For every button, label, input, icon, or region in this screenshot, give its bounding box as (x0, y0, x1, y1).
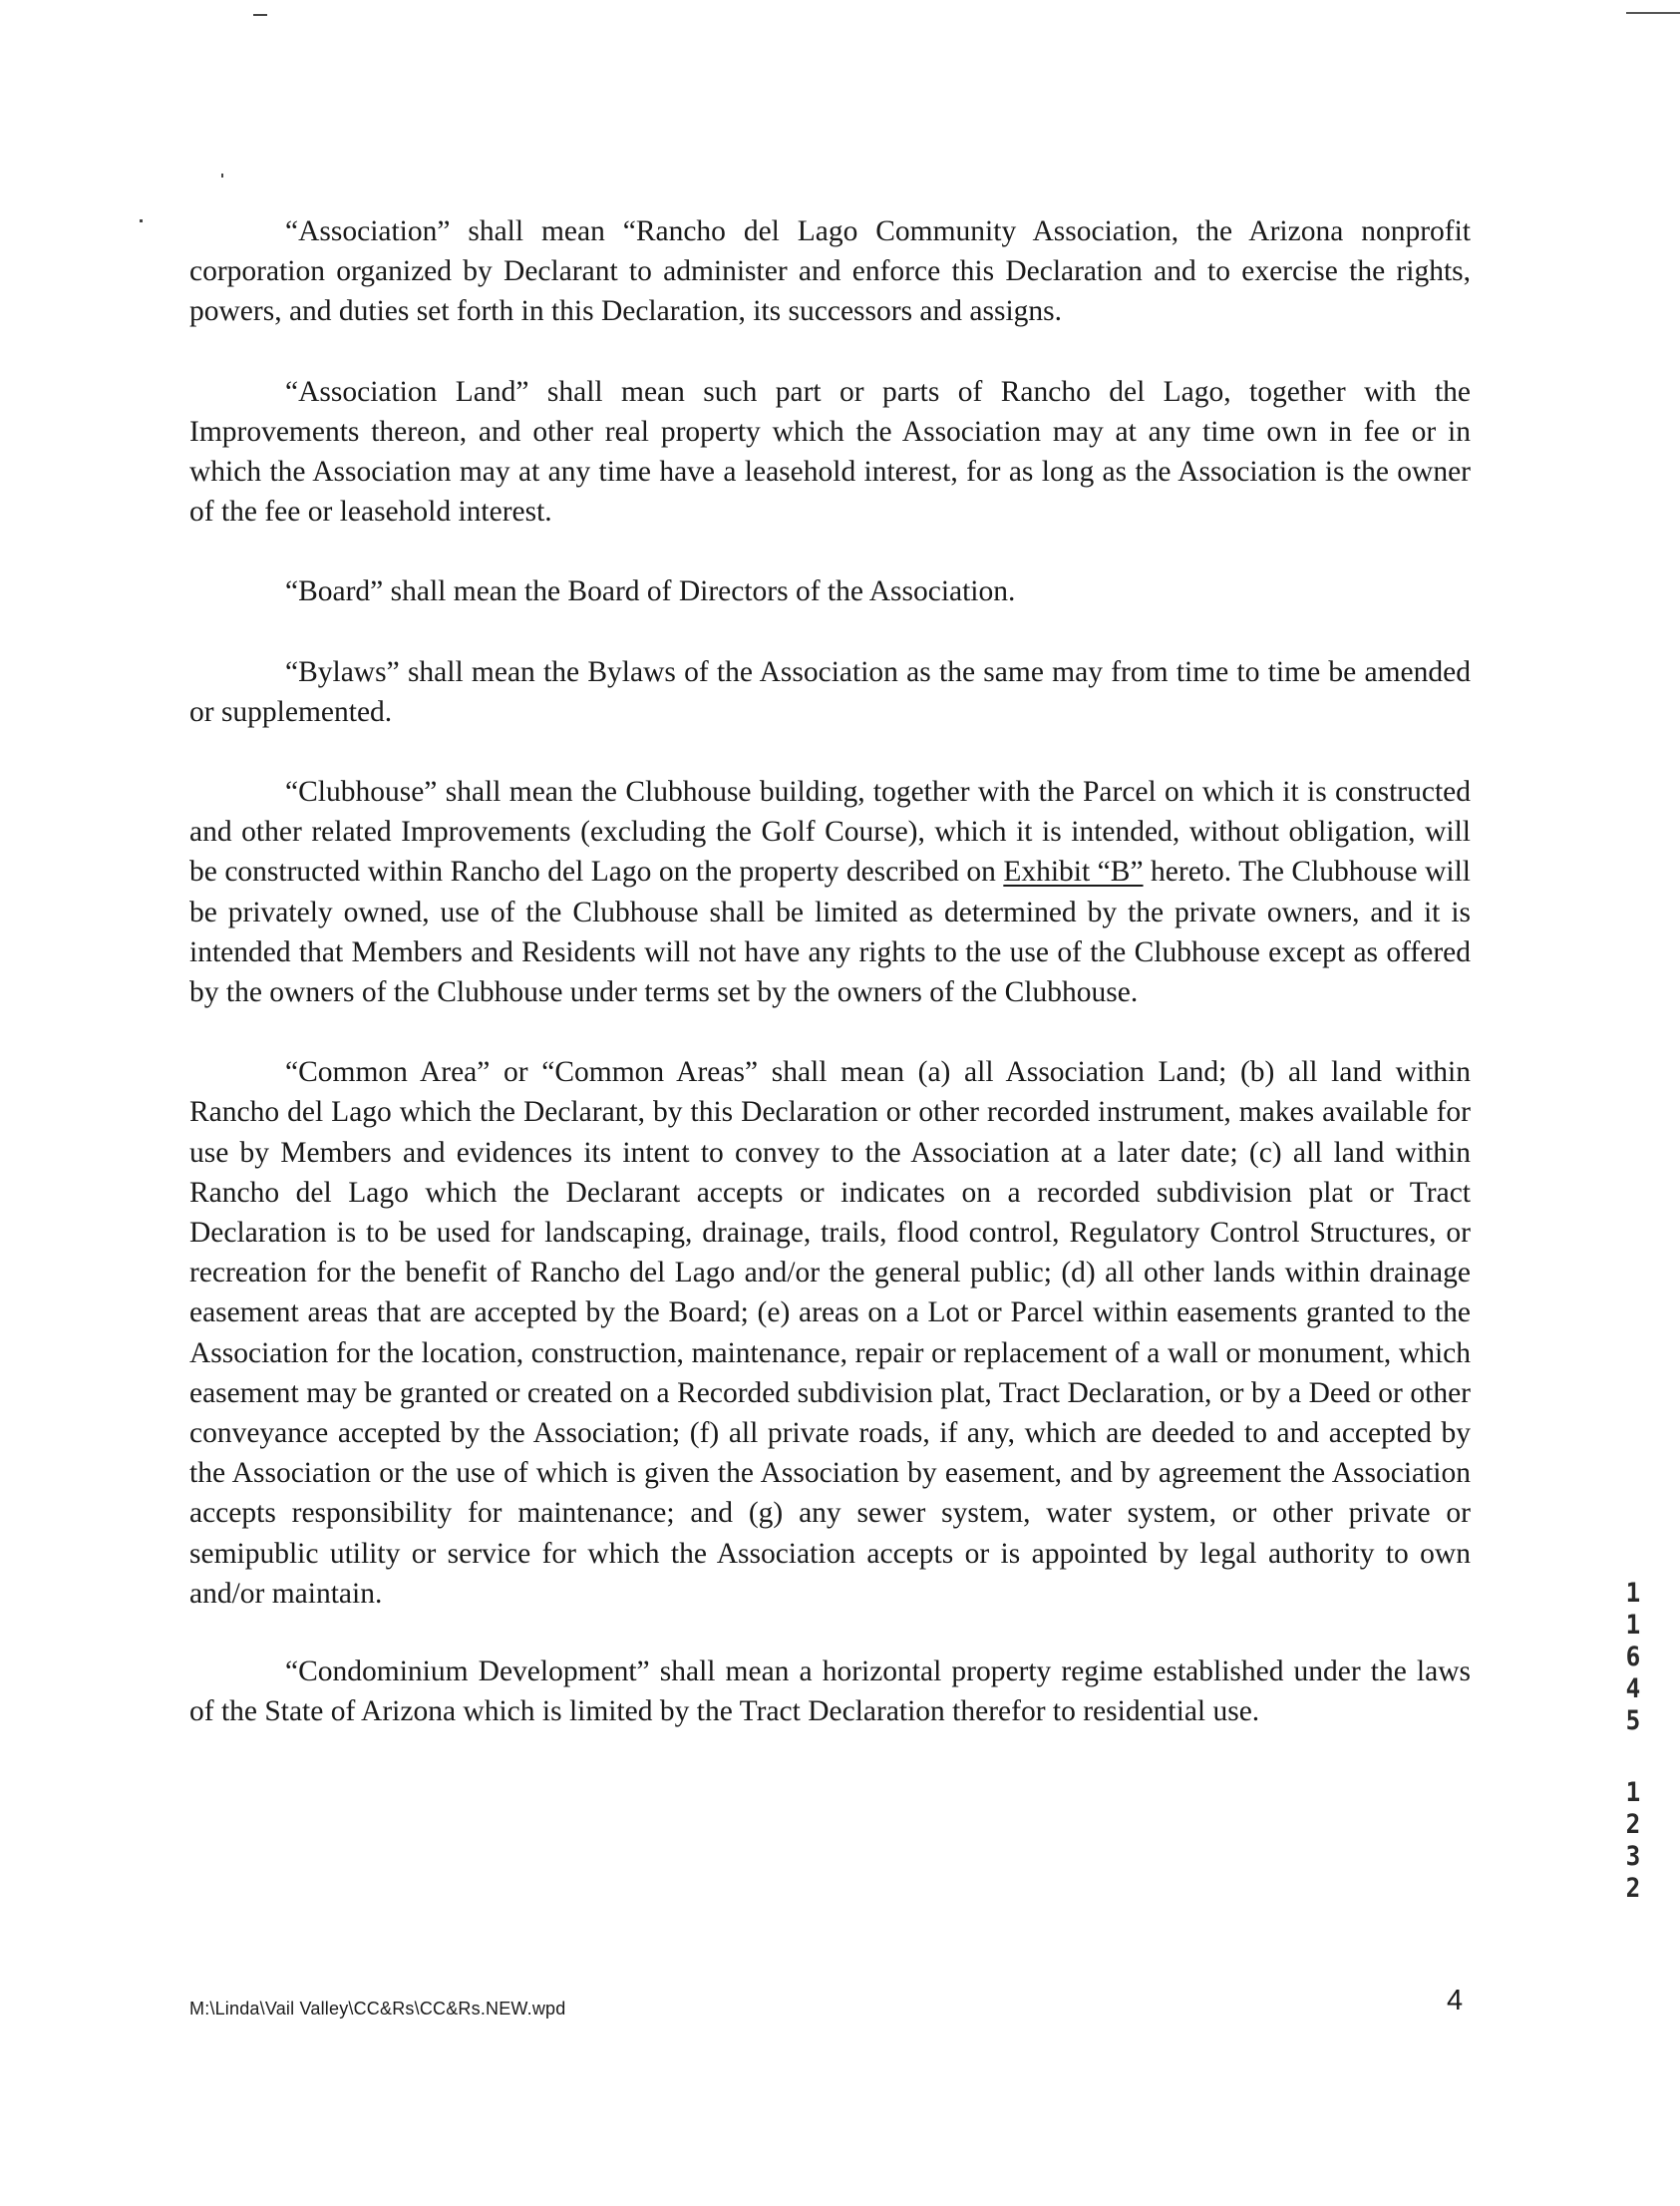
stamp-digit: 1 (1625, 1777, 1641, 1808)
clubhouse-text-after: hereto. The Clubhouse will be privately owned, use of the Clubhouse shall be limited as determined by the private owners, and it is intended that Members and Residents will not have any rights to the use of the Clubhouse except as offered by the owners of the Clubhouse under terms set by the owners of the Clubhouse. (189, 856, 1471, 1009)
exhibit-b-reference: Exhibit “B” (1003, 856, 1144, 889)
definition-common-area: “Common Area” or “Common Areas” shall mean (a) all Association Land; (b) all land within Rancho del Lago which the Declarant, by this Declaration or other recorded instrument, makes available for use by Members and evidences its intent to convey to the Association at a later date; (c) all land within Rancho del Lago which the Declarant accepts or indicates on a recorded subdivision plat or Tract Declaration is to be used for landscaping, drainage, trails, flood control, Regulatory Control Structures, or recreation for the benefit of Rancho del Lago and/or the general public; (d) all other lands within drainage easement areas that are accepted by the Board; (e) areas on a Lot or Parcel within easements granted to the Association for the location, construction, maintenance, repair or replacement of a wall or monument, which easement may be granted or created on a Recorded subdivision plat, Tract Declaration, or by a Deed or other conveyance accepted by the Association; (f) all private roads, if any, which are deeded to and accepted by the Association or the use of which is given the Association by easement, and by agreement the Association accepts responsibility for maintenance; and (g) any sewer system, water system, or other private or semipublic utility or service for which the Association accepts or is appointed by legal authority to own and/or maintain. (189, 1056, 1471, 1610)
scan-artifact-dot (140, 219, 143, 222)
stamp-digit: 5 (1625, 1705, 1641, 1736)
scan-edge-rule (1626, 12, 1680, 14)
stamp-digit: 1 (1625, 1578, 1641, 1609)
stamp-digit: 6 (1625, 1642, 1641, 1672)
scan-artifact-mark (253, 14, 267, 16)
clubhouse-text-before: “Clubhouse” shall mean the Clubhouse building, together with the Parcel on which it is constructed and other related Improvements (excluding the Golf Course), which it is intended, without obligation, will be constructed within Rancho del Lago on the property described on (189, 776, 1471, 889)
page-number: 4 (1447, 1985, 1464, 2017)
definition-association: “Association” shall mean “Rancho del Lago Community Association, the Arizona nonprofit corporation organized by Declarant to administer and enforce this Declaration and to exercise the rights, powers, and duties set forth in this Declaration, its successors and assigns. (189, 215, 1471, 328)
definition-board: “Board” shall mean the Board of Directors of the Association. (285, 575, 1016, 608)
document-body (189, 211, 1471, 1772)
stamp-gap (1615, 1737, 1651, 1777)
definition-bylaws: “Bylaws” shall mean the Bylaws of the Association as the same may from time to time be amended or supplemented. (189, 655, 1471, 728)
definition-association-land: “Association Land” shall mean such part or parts of Rancho del Lago, together with the Improvements thereon, and other real property which the Association may at any time own in fee or in which the Association may at any time have a leasehold interest, for as long as the Association is the owner of the fee or leasehold interest. (189, 375, 1471, 529)
stamp-digit: 4 (1625, 1673, 1641, 1704)
footer-file-path: M:\Linda\Vail Valley\CC&Rs\CC&Rs.NEW.wpd (189, 1999, 566, 2019)
stamp-digit: 1 (1625, 1610, 1641, 1641)
recording-number-stamp (1615, 1578, 1651, 1905)
definition-condominium-development: “Condominium Development” shall mean a horizontal property regime established under the laws of the State of Arizona which is limited by the Tract Declaration therefor to residential use. (189, 1655, 1471, 1728)
stamp-digit: 3 (1625, 1841, 1641, 1872)
definition-clubhouse (189, 772, 1471, 1012)
stamp-digit: 2 (1625, 1809, 1641, 1840)
scan-artifact-dot (221, 174, 223, 178)
stamp-digit: 2 (1625, 1873, 1641, 1904)
